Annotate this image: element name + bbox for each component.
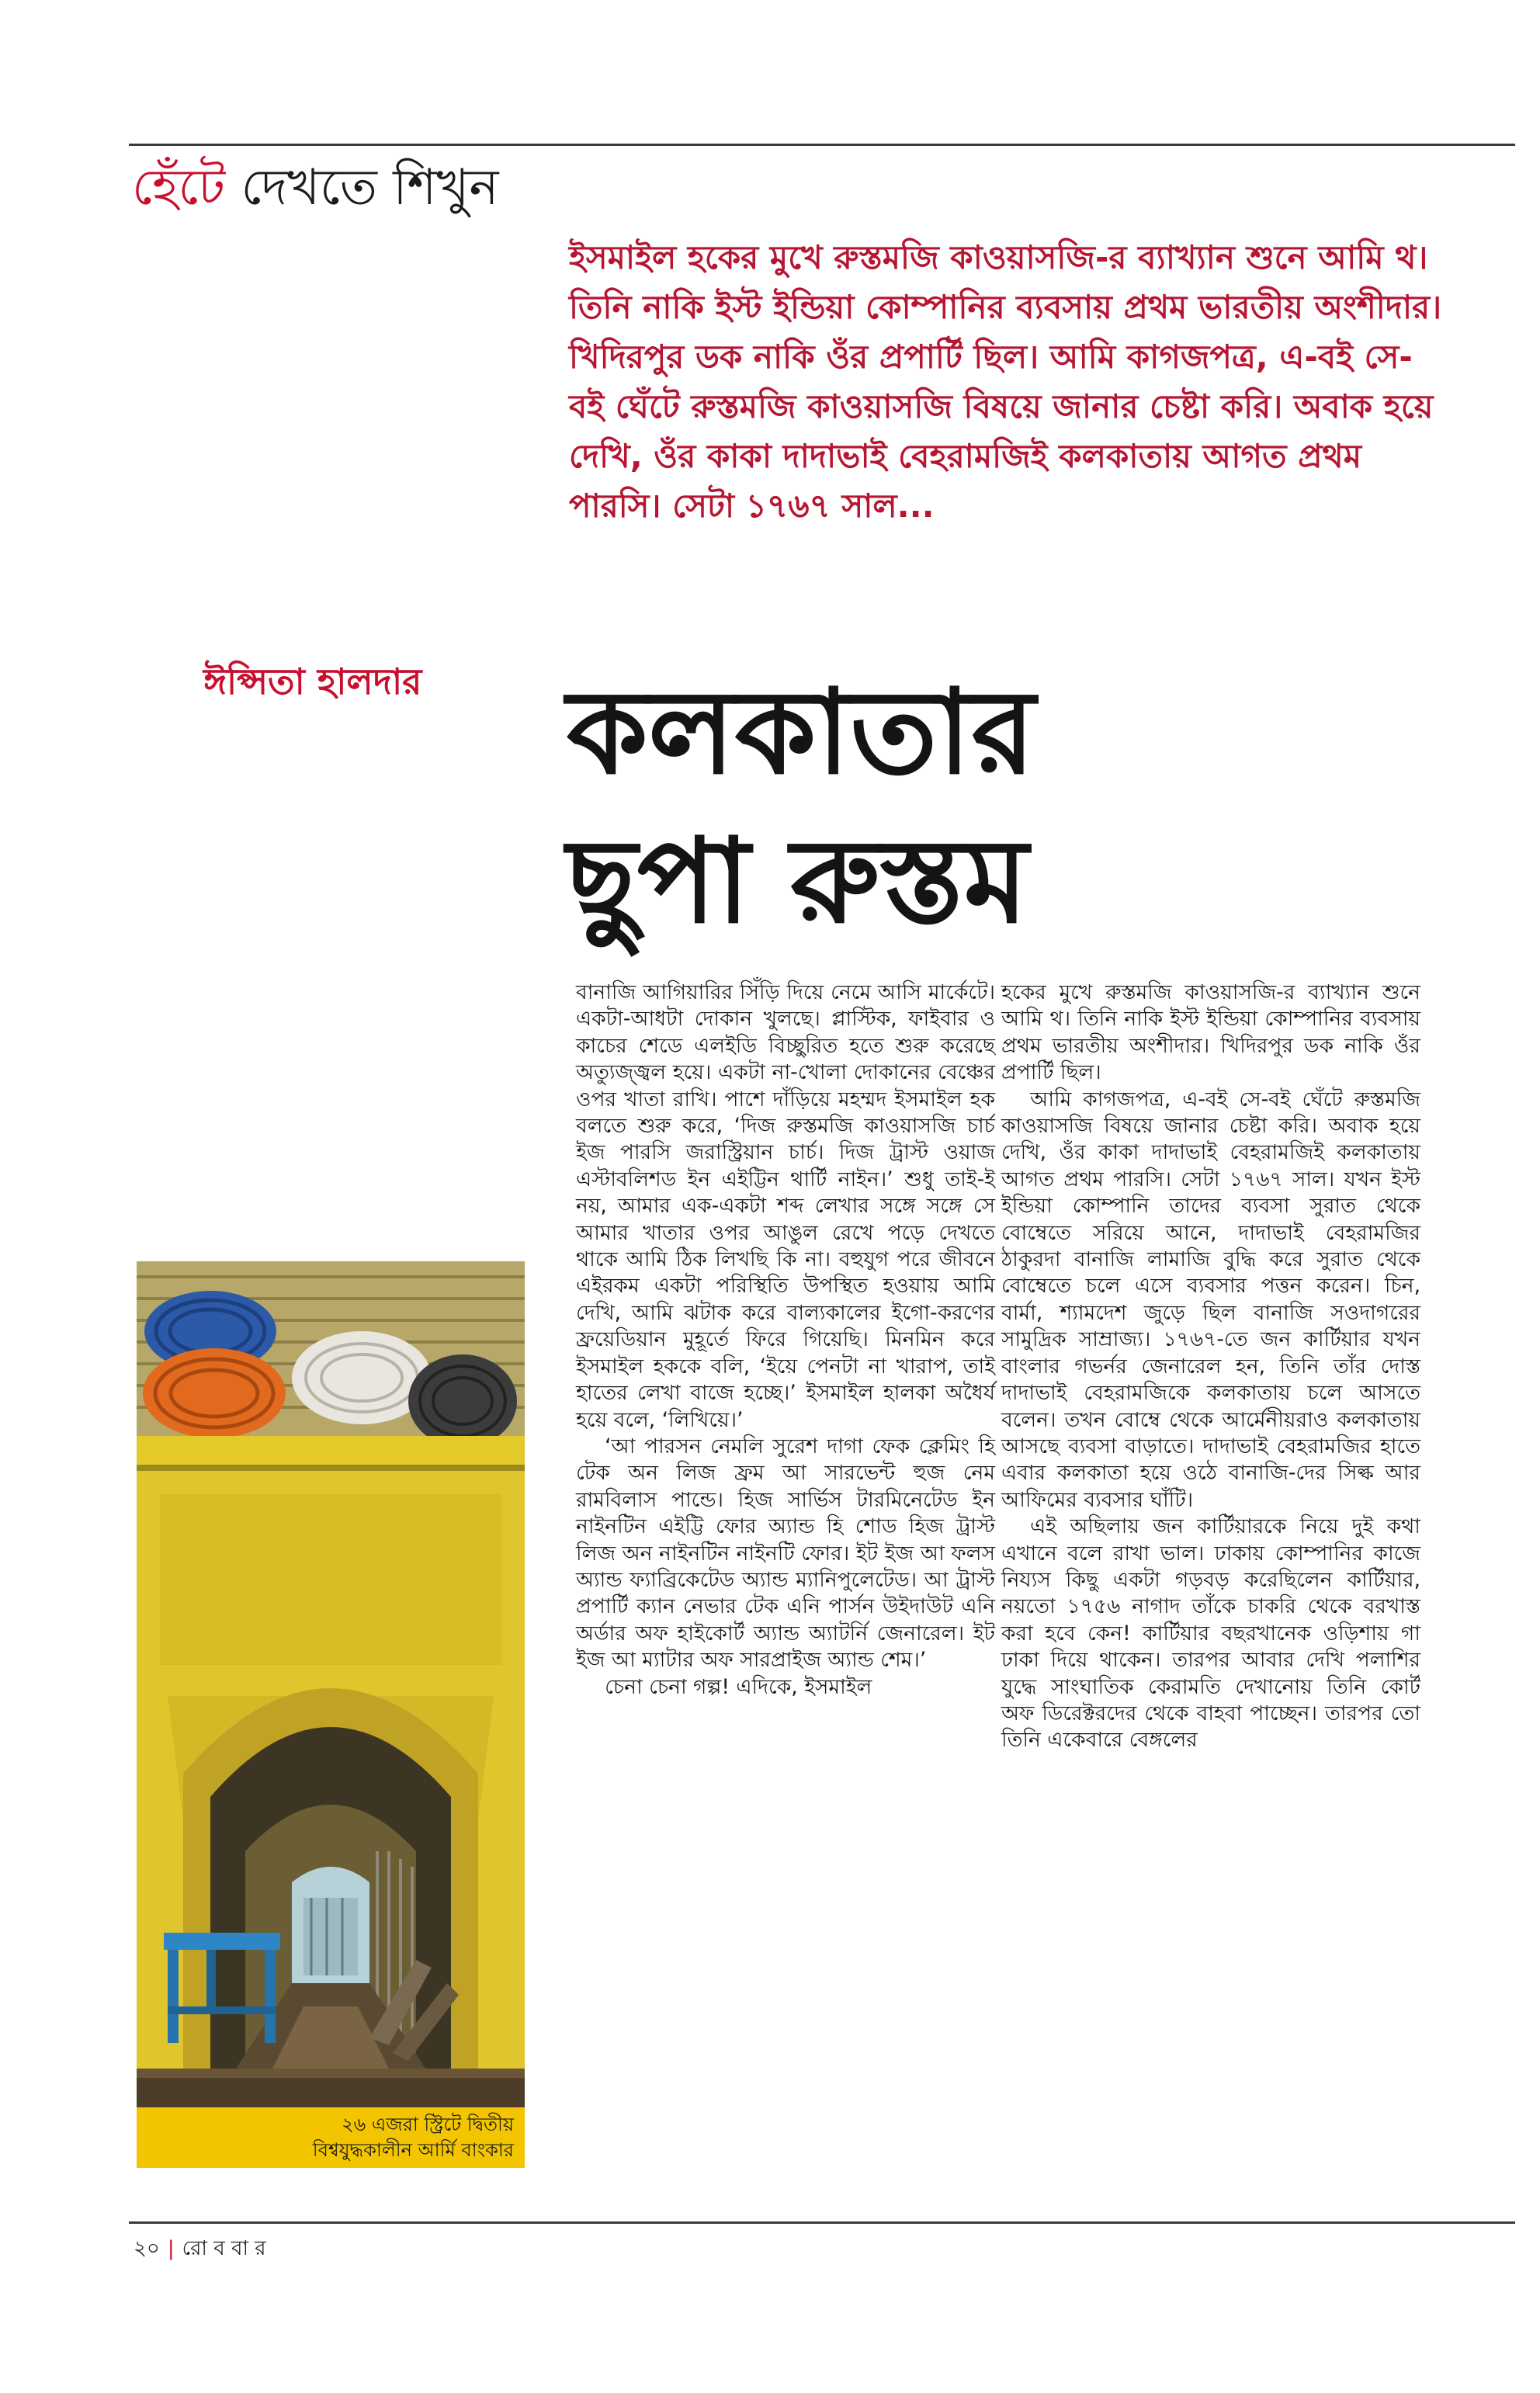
folio — [134, 2235, 266, 2262]
page-number: ২০ — [134, 2237, 160, 2260]
body-paragraph: বানাজি আগিয়ারির সিঁড়ি দিয়ে নেমে আসি মার্কেটে। একটা-আধটা দোকান খুলছে। প্লাস্টিক, ফাইবার ও কাচের শেডে এলইডি বিচ্ছুরিত হতে শুরু করেছে অত্যুজ্জ্বল হয়ে। একটা না-খোলা দোকানের বেঞ্চের ওপর খাতা রাখি। পাশে দাঁড়িয়ে মহম্মদ ইসমাইল হক বলতে শুরু করে, ‘দিজ রুস্তমজি কাওয়াসজি চার্চ ইজ পারসি জরাস্ট্রিয়ান চার্চ। দিজ ট্রাস্ট ওয়াজ এস্টাবলিশড ইন এইট্টিন থার্টি নাইন।’ শুধু তাই-ই নয়, আমার এক-একটা শব্দ লেখার সঙ্গে সঙ্গে সে আমার খাতার ওপর আঙুল রেখে পড়ে দেখতে থাকে আমি ঠিক লিখছি কি না। বহুযুগ পরে জীবনে এইরকম একটা পরিস্থিতি উপস্থিত হওয়ায় আমি দেখি, আমি ঝটাক করে বাল্যকালের ইগো-করণের ফ্রয়েডিয়ান মুহূর্তে ফিরে গিয়েছি। মিনমিন করে ইসমাইল হককে বলি, ‘ইয়ে পেনটা না খারাপ, তাই হাতের লেখা বাজে হচ্ছে।’ ইসমাইল হালকা অধৈর্য হয়ে বলে, ‘লিখিয়ে।’ — [576, 980, 995, 1432]
body-paragraph: আমি কাগজপত্র, এ-বই সে-বই ঘেঁটে রুস্তমজি কাওয়াসজি বিষয়ে জানার চেষ্টা করি। অবাক হয়ে দেখি, ওঁর কাকা দাদাভাই বেহরামজিই কলকাতায় আগত প্রথম পারসি। সেটা ১৭৬৭ সাল। যখন ইস্ট ইন্ডিয়া কোম্পানি তাদের ব্যবসা সুরাত থেকে বোম্বেতে সরিয়ে আনে, দাদাভাই বেহরামজির ঠাকুরদা বানাজি লামাজি বুদ্ধি করে সুরাত থেকে বোম্বেতে চলে এসে ব্যবসার পত্তন করেন। চিন, বার্মা, শ্যামদেশ জুড়ে ছিল বানাজি সওদাগরের সামুদ্রিক সাম্রাজ্য। ১৭৬৭-তে জন কার্টিয়ার যখন বাংলার গভর্নর জেনারেল হন, তিনি তাঁর দোস্ত দাদাভাই বেহরামজিকে কলকাতায় চলে আসতে বলেন। তখন বোম্বে থেকে আর্মেনীয়রাও কলকাতায় আসছে ব্যবসা বাড়াতে। দাদাভাই বেহরামজির হাতে এবার কলকাতা হয়ে ওঠে বানাজি-দের সিল্ক আর আফিমের ব্যবসার ঘাঁটি। — [1001, 1087, 1420, 1512]
bunker-photo — [137, 1261, 525, 2107]
caption-line-1: ২৬ এজরা স্ট্রিটে দ্বিতীয় — [342, 2114, 514, 2135]
standfirst: ইসমাইল হকের মুখে রুস্তমজি কাওয়াসজি-র ব্যাখ্যান শুনে আমি থ। তিনি নাকি ইস্ট ইন্ডিয়া কোম্পানির ব্যবসায় প্রথম ভারতীয় অংশীদার। খিদিরপুর ডক নাকি ওঁর প্রপার্টি ছিল। আমি কাগজপত্র, এ-বই সে-বই ঘেঁটে রুস্তমজি কাওয়াসজি বিষয়ে জানার চেষ্টা করি। অবাক হয়ে দেখি, ওঁর কাকা দাদাভাই বেহরামজিই কলকাতায় আগত প্রথম পারসি। সেটা ১৭৬৭ সাল... — [569, 238, 1442, 525]
section-kicker — [132, 157, 499, 219]
kicker-black: দেখতে শিখুন — [241, 159, 499, 217]
body-paragraph: হকের মুখে রুস্তমজি কাওয়াসজি-র ব্যাখ্যান শুনে আমি থ। তিনি নাকি ইস্ট ইন্ডিয়া কোম্পানির ব্যবসায় প্রথম ভারতীয় অংশীদার। খিদিরপুর ডক নাকি ওঁর প্রপার্টি ছিল। — [1001, 980, 1420, 1085]
photo-caption — [137, 2107, 525, 2168]
top-rule — [129, 144, 1515, 146]
body-paragraph: ‘আ পারসন নেমলি সুরেশ দাগা ফেক ক্লেমিং হি টেক অন লিজ ফ্রম আ সারভেন্ট হুজ নেম রামবিলাস পান্ডে। হিজ সার্ভিস টারমিনেটেড ইন নাইনটিন এইট্টি ফোর অ্যান্ড হি শোড হিজ ট্রাস্ট লিজ অন নাইনটিন নাইনটি ফোর। ইট ইজ আ ফলস অ্যান্ড ফ্যাব্রিকেটেড অ্যান্ড ম্যানিপুলেটেড। আ ট্রাস্ট প্রপার্টি ক্যান নেভার টেক এনি পার্সন উইদাউট এনি অর্ডার অফ হাইকোর্ট অ্যান্ড অ্যাটর্নি জেনারেল। ইট ইজ আ ম্যাটার অফ সারপ্রাইজ অ্যান্ড শেম।’ — [576, 1434, 995, 1673]
byline: ঈপ্সিতা হালদার — [203, 661, 422, 702]
body-paragraph: চেনা চেনা গল্প! এদিকে, ইসমাইল — [605, 1674, 872, 1699]
magazine-name: রো ব বা র — [182, 2237, 266, 2260]
body-paragraph: এই অছিলায় জন কার্টিয়ারকে নিয়ে দুই কথা এখানে বলে রাখা ভাল। ঢাকায় কোম্পানির কাজে নিয্যস কিছু একটা গড়বড় করেছিলেন কার্টিয়ার, নয়তো ১৭৫৬ নাগাদ তাঁকে চাকরি থেকে বরখাস্ত করা হবে কেন! কার্টিয়ার বছরখানেক ওড়িশায় গা ঢাকা দিয়ে থাকেন। তারপর আবার দেখি পলাশির যুদ্ধে সাংঘাতিক কেরামতি দেখানোয় তিনি কোর্ট অফ ডিরেক্টরদের থেকে বাহবা পাচ্ছেন। তারপর তো তিনি একেবারে বেঙ্গলের — [1001, 1514, 1420, 1753]
bottom-rule — [129, 2221, 1515, 2224]
caption-line-2: বিশ্বযুদ্ধকালীন আর্মি বাংকার — [312, 2139, 514, 2161]
folio-separator: | — [167, 2237, 175, 2260]
body-column-1 — [576, 980, 995, 1701]
headline — [567, 658, 1035, 956]
kicker-red: হেঁটে — [132, 159, 226, 217]
headline-line-2: ছুপা রুস্তম — [567, 814, 1028, 949]
headline-line-1: কলকাতার — [567, 665, 1035, 800]
body-column-2 — [1001, 980, 1420, 1754]
